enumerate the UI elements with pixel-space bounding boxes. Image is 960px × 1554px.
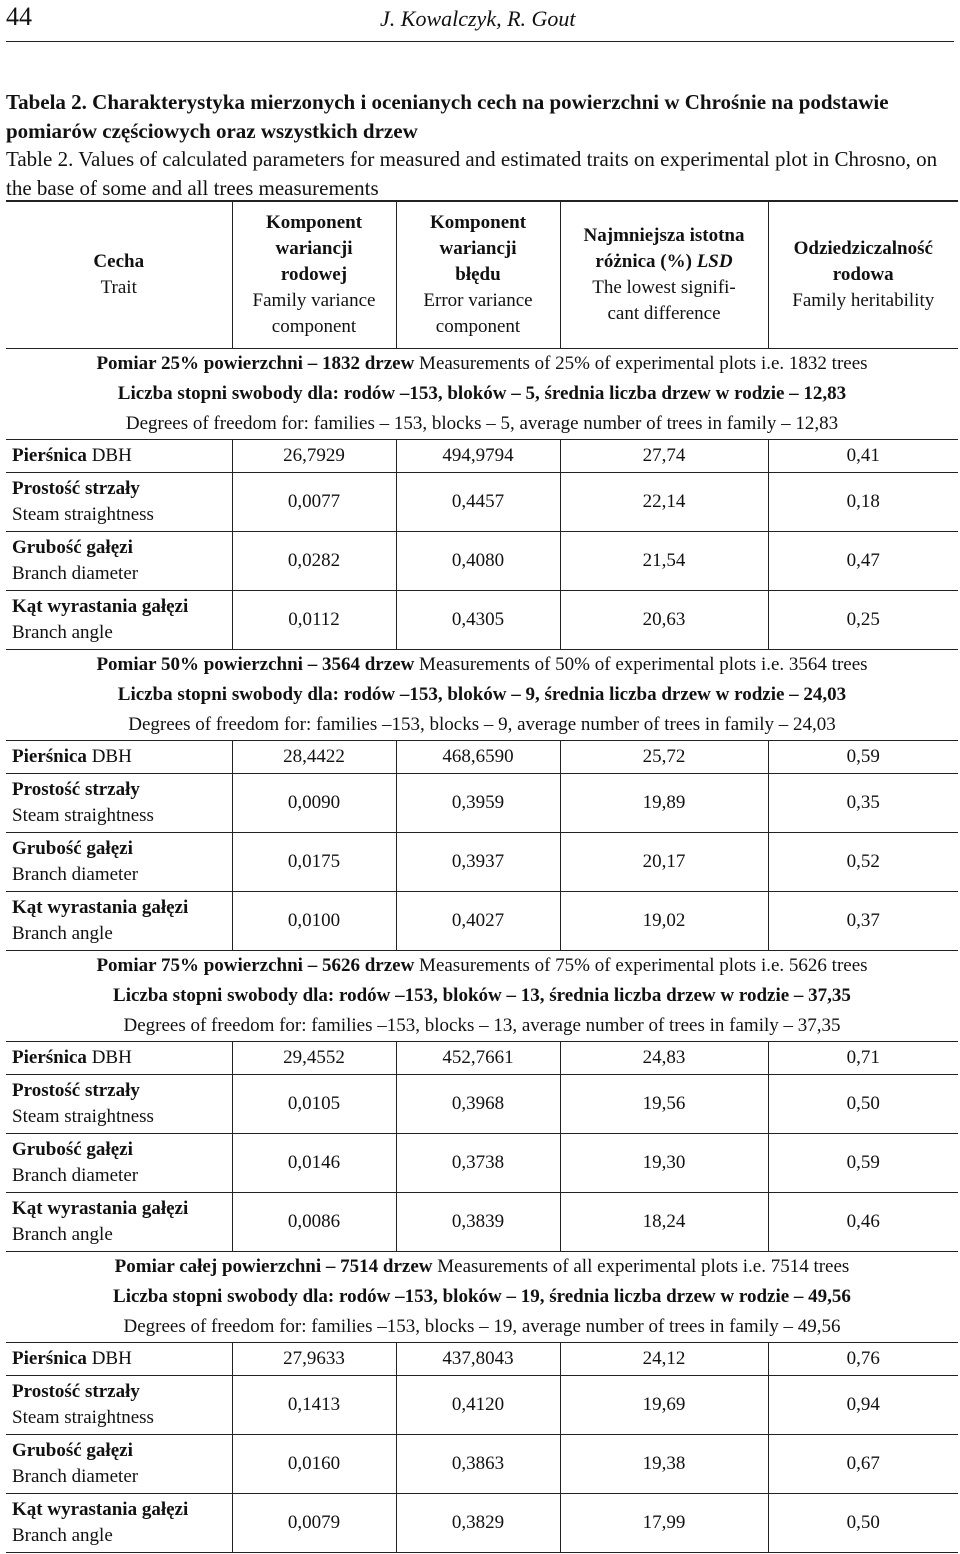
family-variance-value: 27,9633 [232,1343,396,1376]
trait-name-polish: Grubość gałęzi [12,1139,133,1160]
trait-name-english: Steam straightness [12,1106,154,1127]
family-variance-value: 28,4422 [232,741,396,774]
trait-name-polish: Prostość strzały [12,478,140,499]
table-row [6,1494,958,1553]
degrees-freedom-english-row [6,710,958,741]
lsd-value: 19,89 [560,774,768,833]
family-variance-value: 0,0086 [232,1193,396,1252]
error-variance-value: 0,3863 [396,1435,560,1494]
trait-name-polish: Prostość strzały [12,779,140,800]
table-row [6,440,958,473]
section-title-row [6,951,958,982]
trait-name-english: Steam straightness [12,504,154,525]
header-rule [6,41,954,42]
lsd-value: 22,14 [560,473,768,532]
heritability-value: 0,37 [768,892,958,951]
section-title [6,349,958,380]
error-variance-value: 0,3937 [396,833,560,892]
error-variance-value: 0,4080 [396,532,560,591]
column-header-error-variance: Komponent wariancji błędu Error variance component [396,201,560,349]
trait-cell [6,774,232,833]
section-title-polish: Pomiar całej powierzchni – 7514 drzew [114,1256,433,1277]
trait-cell [6,892,232,951]
family-variance-value: 0,0100 [232,892,396,951]
heritability-value: 0,52 [768,833,958,892]
trait-cell [6,1134,232,1193]
section-title [6,650,958,681]
degrees-freedom-english: Degrees of freedom for: families – 153, blocks – 5, average number of trees in family – 12,83 [6,409,958,440]
section-title-english: Measurements of 50% of experimental plots i.e. 3564 trees [414,654,868,675]
heritability-value: 0,46 [768,1193,958,1252]
lsd-value: 20,17 [560,833,768,892]
trait-cell [6,532,232,591]
trait-name-polish: Kąt wyrastania gałęzi [12,1499,189,1520]
error-variance-value: 0,3959 [396,774,560,833]
column-header-heritability: Odziedziczalność rodowa Family heritability [768,201,958,349]
section-title [6,951,958,982]
trait-name-polish: Prostość strzały [12,1080,140,1101]
heritability-value: 0,25 [768,591,958,650]
lsd-value: 27,74 [560,440,768,473]
trait-name-polish: Pierśnica [12,746,87,767]
trait-name-polish: Pierśnica [12,445,87,466]
lsd-value: 20,63 [560,591,768,650]
table-row [6,473,958,532]
error-variance-value: 452,7661 [396,1042,560,1075]
trait-name-english: Branch angle [12,622,113,643]
trait-name-polish: Kąt wyrastania gałęzi [12,596,189,617]
heritability-value: 0,76 [768,1343,958,1376]
heritability-value: 0,71 [768,1042,958,1075]
table-row [6,892,958,951]
column-header-trait: Cecha Trait [93,251,145,298]
table-row [6,532,958,591]
trait-cell [6,1075,232,1134]
trait-cell [6,1343,232,1376]
heritability-value: 0,67 [768,1435,958,1494]
page-header [0,0,960,42]
family-variance-value: 0,1413 [232,1376,396,1435]
section-title-english: Measurements of 75% of experimental plots i.e. 5626 trees [414,955,868,976]
lsd-value: 19,02 [560,892,768,951]
heritability-value: 0,41 [768,440,958,473]
error-variance-value: 0,3738 [396,1134,560,1193]
page-number: 44 [6,2,32,31]
section-title-row [6,349,958,380]
lsd-value: 19,38 [560,1435,768,1494]
degrees-freedom-english-row [6,1011,958,1042]
trait-cell [6,1494,232,1553]
lsd-value: 19,30 [560,1134,768,1193]
lsd-value: 18,24 [560,1193,768,1252]
trait-name-english: Branch diameter [12,864,139,885]
degrees-freedom-english: Degrees of freedom for: families –153, blocks – 9, average number of trees in family – 24,03 [6,710,958,741]
table-row [6,1343,958,1376]
table-row [6,774,958,833]
section-title-polish: Pomiar 50% powierzchni – 3564 drzew [96,654,415,675]
table-row [6,591,958,650]
heritability-value: 0,59 [768,1134,958,1193]
running-head-authors: J. Kowalczyk, R. Gout [380,6,576,31]
trait-cell [6,440,232,473]
trait-name-english: Steam straightness [12,805,154,826]
table-caption-polish: Tabela 2. Charakterystyka mierzonych i ocenianych cech na powierzchni w Chrośnie na podstawie pomiarów częściowych oraz wszystkich drzew [6,90,889,143]
trait-name-english: Branch angle [12,1525,113,1546]
degrees-freedom-polish: Liczba stopni swobody dla: rodów –153, bloków – 9, średnia liczba drzew w rodzie – 24,03 [117,684,847,705]
heritability-value: 0,35 [768,774,958,833]
heritability-value: 0,59 [768,741,958,774]
results-table-wrapper [6,200,958,1553]
column-header-lsd: Najmniejsza istotna różnica (%) LSD The lowest signifi- cant difference [560,201,768,349]
table-row [6,1435,958,1494]
error-variance-value: 0,3839 [396,1193,560,1252]
lsd-value: 19,56 [560,1075,768,1134]
family-variance-value: 0,0160 [232,1435,396,1494]
trait-cell [6,591,232,650]
family-variance-value: 0,0175 [232,833,396,892]
degrees-freedom-polish-row [6,379,958,409]
error-variance-value: 0,4027 [396,892,560,951]
degrees-freedom-english-row [6,1312,958,1343]
trait-name-polish: Grubość gałęzi [12,838,133,859]
lsd-value: 17,99 [560,1494,768,1553]
family-variance-value: 0,0146 [232,1134,396,1193]
trait-cell [6,741,232,774]
heritability-value: 0,94 [768,1376,958,1435]
trait-name-polish: Kąt wyrastania gałęzi [12,897,189,918]
degrees-freedom-polish-row [6,1282,958,1312]
trait-name-polish: Grubość gałęzi [12,1440,133,1461]
trait-cell [6,1042,232,1075]
heritability-value: 0,47 [768,532,958,591]
trait-name-english: Branch angle [12,923,113,944]
degrees-freedom-polish-row [6,680,958,710]
family-variance-value: 0,0077 [232,473,396,532]
trait-name-polish: Pierśnica [12,1348,87,1369]
lsd-value: 24,12 [560,1343,768,1376]
trait-name-english: DBH [86,1348,132,1369]
table-row [6,1193,958,1252]
error-variance-value: 0,3968 [396,1075,560,1134]
section-title-english: Measurements of all experimental plots i.e. 7514 trees [432,1256,850,1277]
trait-cell [6,1435,232,1494]
trait-name-english: Branch diameter [12,563,139,584]
trait-name-polish: Kąt wyrastania gałęzi [12,1198,189,1219]
degrees-freedom-polish: Liczba stopni swobody dla: rodów –153, bloków – 5, średnia liczba drzew w rodzie – 12,83 [117,383,847,404]
degrees-freedom-polish-row [6,981,958,1011]
degrees-freedom-english-row [6,409,958,440]
trait-name-polish: Pierśnica [12,1047,87,1068]
section-title-polish: Pomiar 25% powierzchni – 1832 drzew [96,353,415,374]
table-row [6,741,958,774]
trait-name-english: Branch diameter [12,1466,139,1487]
trait-name-english: Branch diameter [12,1165,139,1186]
trait-name-english: DBH [86,1047,132,1068]
degrees-freedom-polish: Liczba stopni swobody dla: rodów –153, bloków – 13, średnia liczba drzew w rodzie – 37,35 [113,985,851,1006]
degrees-freedom-english: Degrees of freedom for: families –153, blocks – 13, average number of trees in family – 37,35 [6,1011,958,1042]
table-row [6,833,958,892]
family-variance-value: 0,0112 [232,591,396,650]
table-header-row [6,201,958,349]
error-variance-value: 468,6590 [396,741,560,774]
trait-name-english: Steam straightness [12,1407,154,1428]
trait-name-polish: Grubość gałęzi [12,537,133,558]
heritability-value: 0,18 [768,473,958,532]
family-variance-value: 29,4552 [232,1042,396,1075]
trait-name-english: DBH [86,746,132,767]
heritability-value: 0,50 [768,1494,958,1553]
trait-name-english: DBH [86,445,132,466]
lsd-value: 19,69 [560,1376,768,1435]
degrees-freedom-polish: Liczba stopni swobody dla: rodów –153, bloków – 19, średnia liczba drzew w rodzie – 49,56 [113,1286,851,1307]
family-variance-value: 0,0282 [232,532,396,591]
section-title [6,1252,958,1283]
table-row [6,1075,958,1134]
trait-cell [6,1193,232,1252]
trait-name-english: Branch angle [12,1224,113,1245]
error-variance-value: 0,3829 [396,1494,560,1553]
trait-name-polish: Prostość strzały [12,1381,140,1402]
error-variance-value: 0,4120 [396,1376,560,1435]
error-variance-value: 494,9794 [396,440,560,473]
lsd-value: 21,54 [560,532,768,591]
family-variance-value: 0,0105 [232,1075,396,1134]
error-variance-value: 437,8043 [396,1343,560,1376]
section-title-english: Measurements of 25% of experimental plots i.e. 1832 trees [414,353,868,374]
lsd-value: 25,72 [560,741,768,774]
table-caption-english: Table 2. Values of calculated parameters for measured and estimated traits on experimental plot in Chrosno, on the base of some and all trees measurements [6,147,938,200]
column-header-family-variance: Komponent wariancji rodowej Family variance component [232,201,396,349]
error-variance-value: 0,4457 [396,473,560,532]
section-title-polish: Pomiar 75% powierzchni – 5626 drzew [96,955,415,976]
trait-cell [6,833,232,892]
table-body [6,349,958,1553]
section-title-row [6,650,958,681]
lsd-value: 24,83 [560,1042,768,1075]
section-title-row [6,1252,958,1283]
family-variance-value: 0,0090 [232,774,396,833]
family-variance-value: 0,0079 [232,1494,396,1553]
results-table [6,200,958,1553]
table-row [6,1134,958,1193]
table-row [6,1042,958,1075]
heritability-value: 0,50 [768,1075,958,1134]
degrees-freedom-english: Degrees of freedom for: families –153, blocks – 19, average number of trees in family – 49,56 [6,1312,958,1343]
trait-cell [6,473,232,532]
error-variance-value: 0,4305 [396,591,560,650]
trait-cell [6,1376,232,1435]
family-variance-value: 26,7929 [232,440,396,473]
table-row [6,1376,958,1435]
